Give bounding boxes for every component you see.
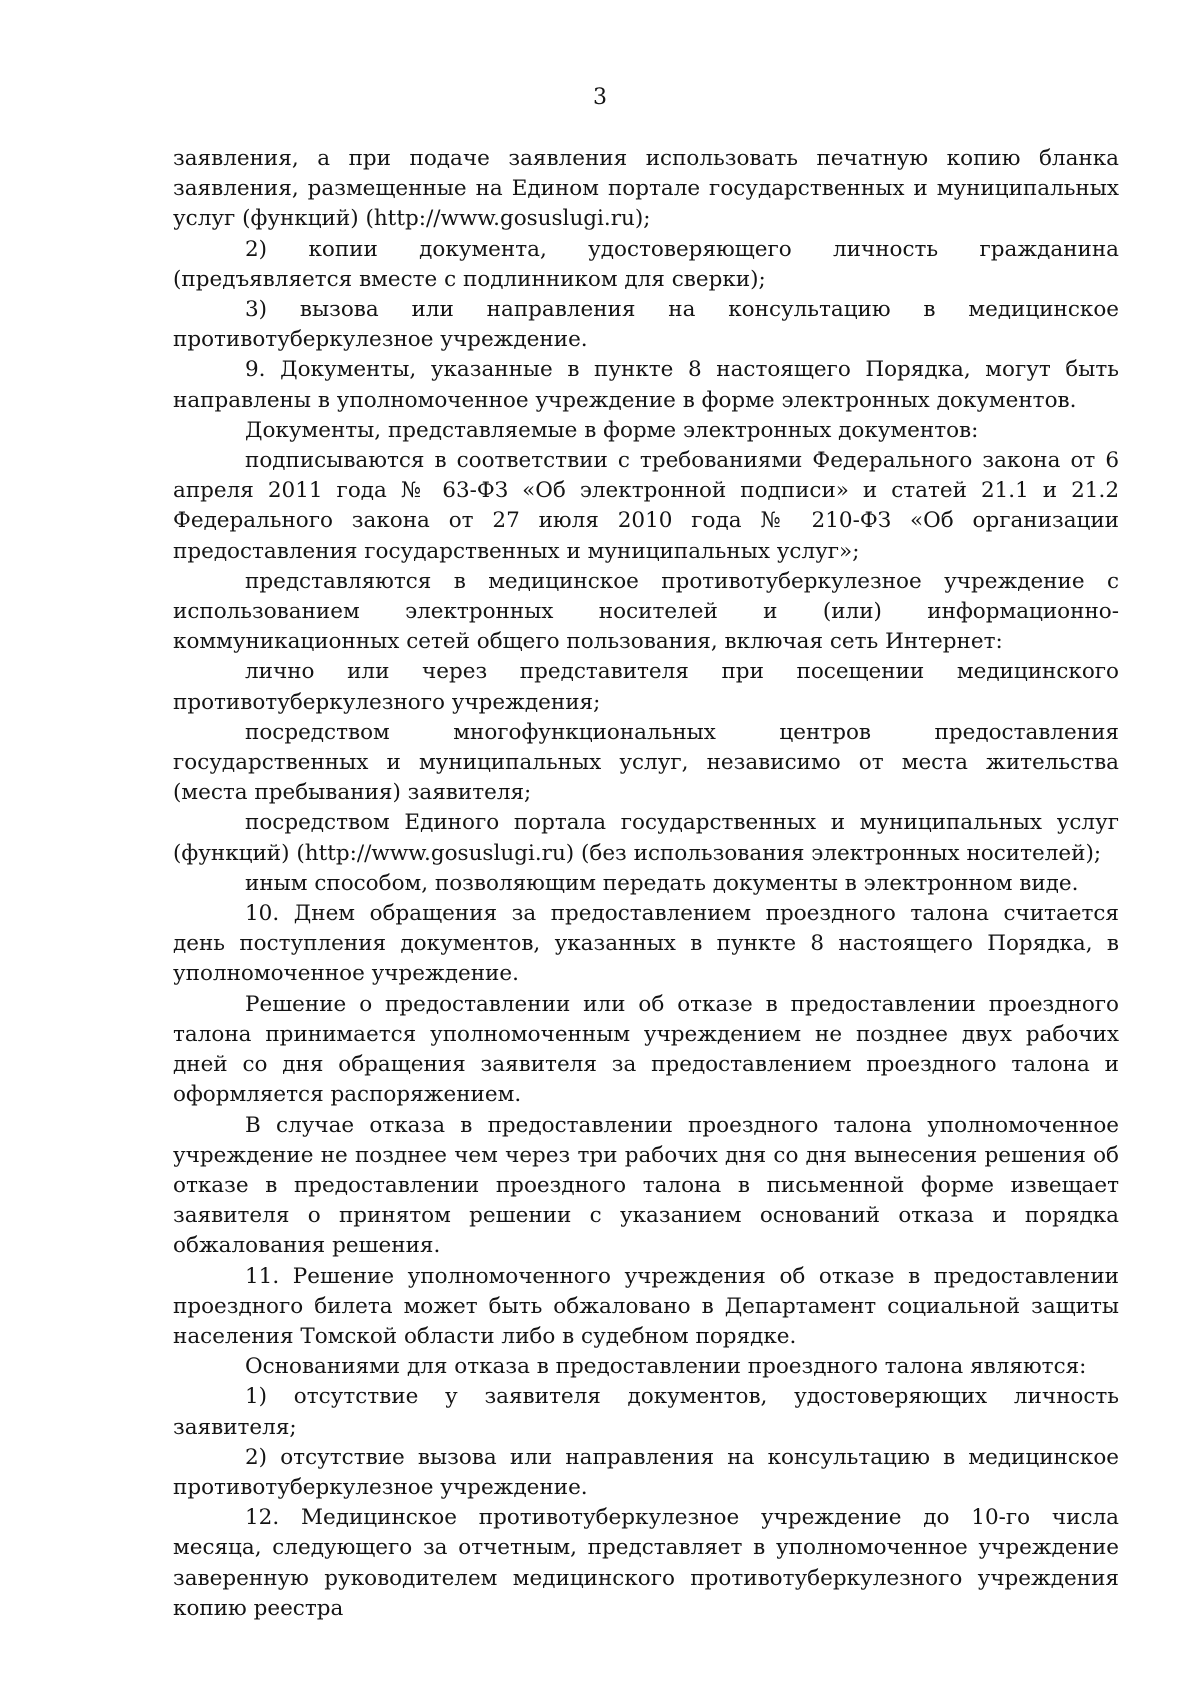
paragraph: подписываются в соответствии с требованиями Федерального закона от 6 апреля 2011 года № 63-ФЗ «Об электронной подписи» и статей 21.1 и 21.2 Федерального закона от 27 июля 2010 года № 210-ФЗ «Об организации предоставления государственных и муниципальных услуг»; [173, 448, 1119, 564]
paragraph: 1) отсутствие у заявителя документов, удостоверяющих личность заявителя; [173, 1384, 1119, 1440]
paragraph: Основаниями для отказа в предоставлении проездного талона являются: [245, 1354, 1087, 1380]
paragraph: В случае отказа в предоставлении проездного талона уполномоченное учреждение не позднее чем через три рабочих дня со дня вынесения решения об отказе в предоставлении проездного талона в письменной форме извещает заявителя о принятом решении с указанием оснований отказа и порядка обжалования решения. [173, 1112, 1119, 1259]
paragraph: посредством многофункциональных центров предоставления государственных и муниципальных услуг, независимо от места жительства (места пребывания) заявителя; [173, 719, 1119, 806]
paragraph: лично или через представителя при посещении медицинского противотуберкулезного учреждения; [173, 659, 1119, 715]
paragraph: Решение о предоставлении или об отказе в предоставлении проездного талона принимается уполномоченным учреждением не позднее двух рабочих дней со дня обращения заявителя за предоставлением проездного талона и оформляется распоряжением. [173, 991, 1119, 1108]
document-body [173, 144, 1119, 1624]
paragraph: посредством Единого портала государственных и муниципальных услуг (функций) (http://www.gosuslugi.ru) (без использования электронных носителей); [173, 810, 1119, 866]
paragraph: 11. Решение уполномоченного учреждения об отказе в предоставлении проездного билета может быть обжаловано в Департамент социальной защиты населения Томской области либо в судебном порядке. [173, 1263, 1119, 1349]
page-number: 3 [593, 85, 607, 110]
paragraph: 3) вызова или направления на консультацию в медицинское противотуберкулезное учреждение. [173, 297, 1119, 353]
paragraph: 12. Медицинское противотуберкулезное учреждение до 10-го числа месяца, следующего за отчетным, представляет в уполномоченное учреждение заверенную руководителем медицинского противотуберкулезного учреждения копию реестра [173, 1505, 1119, 1621]
paragraph: представляются в медицинское противотуберкулезное учреждение с использованием электронных носителей и (или) информационно-коммуникационных сетей общего пользования, включая сеть Интернет: [173, 568, 1119, 655]
paragraph: иным способом, позволяющим передать документы в электронном виде. [245, 870, 1079, 896]
paragraph: 10. Днем обращения за предоставлением проездного талона считается день поступления документов, указанных в пункте 8 настоящего Порядка, в уполномоченное учреждение. [173, 901, 1119, 987]
paragraph: 9. Документы, указанные в пункте 8 настоящего Порядка, могут быть направлены в уполномоченное учреждение в форме электронных документов. [173, 357, 1119, 413]
paragraph: 2) копии документа, удостоверяющего личность гражданина (предъявляется вместе с подлинником для сверки); [173, 236, 1119, 292]
paragraph: 2) отсутствие вызова или направления на консультацию в медицинское противотуберкулезное учреждение. [173, 1444, 1119, 1500]
paragraph: Документы, представляемые в форме электронных документов: [245, 417, 979, 443]
paragraph: заявления, а при подаче заявления использовать печатную копию бланка заявления, размещенные на Едином портале государственных и муниципальных услуг (функций) (http://www.gosuslugi.ru); [173, 146, 1119, 232]
